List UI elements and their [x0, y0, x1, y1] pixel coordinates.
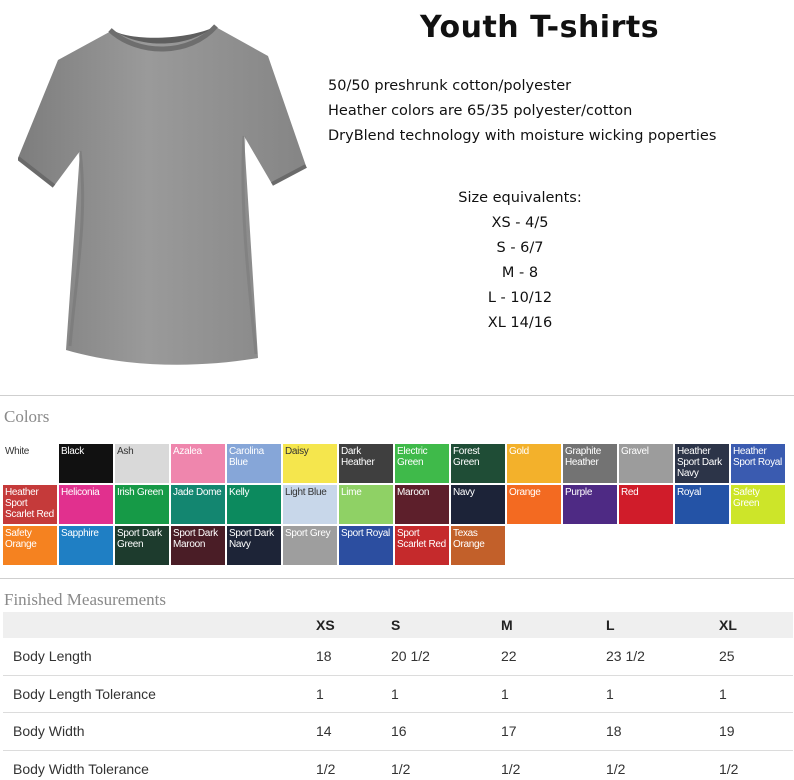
- color-swatch[interactable]: [563, 444, 617, 483]
- swatch-label: Sport Dark Maroon: [173, 528, 218, 550]
- color-swatch[interactable]: [283, 485, 337, 524]
- color-swatch[interactable]: [395, 526, 449, 565]
- color-swatch[interactable]: [563, 485, 617, 524]
- table-row: [3, 676, 793, 714]
- color-swatch[interactable]: [507, 444, 561, 483]
- color-swatch[interactable]: [507, 485, 561, 524]
- column-header: S: [391, 617, 401, 633]
- swatch-label: Kelly: [229, 487, 250, 498]
- swatch-label: Sport Dark Navy: [229, 528, 274, 550]
- row-label: Body Width Tolerance: [13, 760, 149, 777]
- swatch-label: Ash: [117, 446, 134, 457]
- color-swatch[interactable]: [171, 444, 225, 483]
- table-cell: 20 1/2: [391, 648, 430, 665]
- color-swatch[interactable]: [619, 485, 673, 524]
- table-row: [3, 751, 793, 780]
- color-swatch[interactable]: [115, 485, 169, 524]
- color-swatch[interactable]: [731, 485, 785, 524]
- colors-heading: Colors: [4, 407, 50, 426]
- table-cell: 18: [316, 648, 332, 665]
- swatch-label: White: [5, 446, 30, 457]
- size-equivalents-heading: Size equivalents:: [458, 190, 582, 206]
- page-title: Youth T-shirts: [420, 10, 660, 45]
- swatch-label: Safety Green: [733, 487, 760, 509]
- swatch-label: Orange: [509, 487, 541, 498]
- swatch-label: Electric Green: [397, 446, 428, 468]
- swatch-label: Light Blue: [285, 487, 327, 498]
- feature-line: DryBlend technology with moisture wicking poperties: [328, 128, 717, 144]
- color-swatch-grid: [3, 444, 782, 565]
- size-equivalent: M - 8: [501, 265, 539, 281]
- swatch-label: Dark Heather: [341, 446, 375, 468]
- color-swatch[interactable]: [395, 485, 449, 524]
- swatch-label: Sapphire: [61, 528, 99, 539]
- color-swatch[interactable]: [3, 444, 57, 483]
- feature-list: [328, 74, 716, 149]
- color-swatch[interactable]: [451, 485, 505, 524]
- swatch-label: Forest Green: [453, 446, 480, 468]
- column-header: M: [501, 617, 513, 633]
- gray-tshirt-image: [18, 16, 318, 376]
- color-swatch[interactable]: [619, 444, 673, 483]
- row-label: Body Width: [13, 723, 85, 740]
- color-swatch[interactable]: [227, 444, 281, 483]
- color-swatch[interactable]: [283, 526, 337, 565]
- swatch-label: Safety Orange: [5, 528, 37, 550]
- swatch-label: Graphite Heather: [565, 446, 601, 468]
- table-cell: 14: [316, 723, 332, 740]
- swatch-label: Heather Sport Royal: [733, 446, 782, 468]
- size-equivalent: L - 10/12: [487, 290, 553, 306]
- measurements-heading: Finished Measurements: [4, 590, 166, 609]
- color-swatch[interactable]: [59, 526, 113, 565]
- table-cell: 1: [391, 685, 399, 702]
- color-swatch[interactable]: [283, 444, 337, 483]
- swatch-label: Gravel: [621, 446, 649, 457]
- swatch-label: Royal: [677, 487, 702, 498]
- table-cell: 1/2: [719, 760, 739, 777]
- swatch-label: Heliconia: [61, 487, 100, 498]
- color-swatch[interactable]: [171, 526, 225, 565]
- swatch-label: Heather Sport Dark Navy: [677, 446, 722, 479]
- table-row: [3, 713, 793, 751]
- swatch-label: Texas Orange: [453, 528, 485, 550]
- color-swatch[interactable]: [395, 444, 449, 483]
- color-swatch[interactable]: [731, 444, 785, 483]
- swatch-label: Navy: [453, 487, 475, 498]
- color-swatch[interactable]: [227, 526, 281, 565]
- table-cell: 1/2: [501, 760, 521, 777]
- column-header: XS: [316, 617, 335, 633]
- table-row: [3, 638, 793, 676]
- color-swatch[interactable]: [339, 444, 393, 483]
- feature-line: 50/50 preshrunk cotton/polyester: [328, 78, 572, 94]
- table-cell: 25: [719, 648, 735, 665]
- column-header: L: [606, 617, 615, 633]
- divider: [0, 395, 794, 396]
- swatch-label: Red: [621, 487, 639, 498]
- swatch-label: Black: [61, 446, 84, 457]
- divider: [0, 578, 794, 579]
- swatch-label: Sport Royal: [341, 528, 390, 539]
- swatch-label: Purple: [565, 487, 593, 498]
- color-swatch[interactable]: [59, 444, 113, 483]
- table-cell: 16: [391, 723, 407, 740]
- swatch-label: Sport Dark Green: [117, 528, 162, 550]
- table-cell: 1: [316, 685, 324, 702]
- table-cell: 23 1/2: [606, 648, 645, 665]
- size-equivalent: S - 6/7: [496, 240, 544, 256]
- color-swatch[interactable]: [115, 526, 169, 565]
- table-cell: 22: [501, 648, 517, 665]
- table-cell: 1: [606, 685, 614, 702]
- swatch-label: Lime: [341, 487, 362, 498]
- swatch-label: Irish Green: [117, 487, 164, 498]
- table-cell: 1: [719, 685, 727, 702]
- row-label: Body Length Tolerance: [13, 685, 156, 702]
- swatch-label: Sport Scarlet Red: [397, 528, 446, 550]
- measurements-table: [3, 612, 793, 780]
- color-swatch[interactable]: [171, 485, 225, 524]
- color-swatch[interactable]: [227, 485, 281, 524]
- table-header-row: [3, 612, 793, 638]
- table-cell: 17: [501, 723, 517, 740]
- row-label: Body Length: [13, 648, 92, 665]
- swatch-label: Gold: [509, 446, 529, 457]
- swatch-label: Jade Dome: [173, 487, 222, 498]
- table-cell: 1/2: [606, 760, 626, 777]
- swatch-label: Maroon: [397, 487, 430, 498]
- swatch-label: Heather Sport Scarlet Red: [5, 487, 54, 520]
- color-swatch[interactable]: [59, 485, 113, 524]
- column-header: XL: [719, 617, 737, 633]
- table-cell: 18: [606, 723, 622, 740]
- table-cell: 1/2: [316, 760, 336, 777]
- color-swatch[interactable]: [451, 444, 505, 483]
- color-swatch[interactable]: [3, 485, 57, 524]
- color-swatch[interactable]: [451, 526, 505, 565]
- size-equivalents: [420, 186, 620, 336]
- color-swatch[interactable]: [3, 526, 57, 565]
- size-equivalent: XL 14/16: [487, 315, 553, 331]
- color-swatch[interactable]: [675, 485, 729, 524]
- swatch-label: Daisy: [285, 446, 309, 457]
- color-swatch[interactable]: [115, 444, 169, 483]
- swatch-label: Azalea: [173, 446, 202, 457]
- swatch-label: Sport Grey: [285, 528, 331, 539]
- size-equivalent: XS - 4/5: [491, 215, 549, 231]
- color-swatch[interactable]: [339, 485, 393, 524]
- table-cell: 19: [719, 723, 735, 740]
- color-swatch[interactable]: [675, 444, 729, 483]
- table-cell: 1: [501, 685, 509, 702]
- color-swatch[interactable]: [339, 526, 393, 565]
- swatch-label: Carolina Blue: [229, 446, 264, 468]
- feature-line: Heather colors are 65/35 polyester/cotton: [328, 103, 633, 119]
- table-cell: 1/2: [391, 760, 411, 777]
